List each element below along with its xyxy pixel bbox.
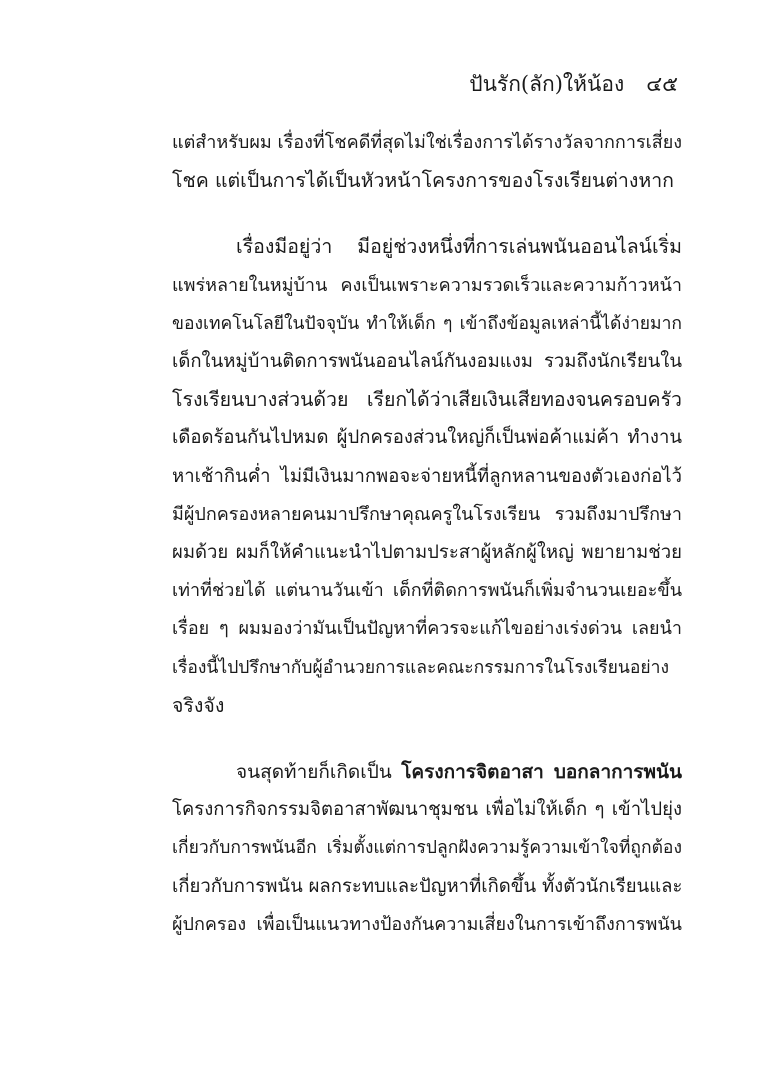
- text-line: เด็กในหมู่บ้านติดการพนันออนไลน์กันงอมแงม รวมถึงนักเรียนใน: [172, 351, 682, 373]
- text-line: โรงเรียนบางส่วนด้วย เรียกได้ว่าเสียเงินเสียทองจนครอบครัว: [172, 388, 682, 412]
- text-line: ผู้ปกครอง เพื่อเป็นแนวทางป้องกันความเสี่ยงในการเข้าถึงการพนัน: [172, 913, 682, 935]
- body-text: [172, 124, 682, 944]
- text-line: เดือดร้อนกันไปหมด ผู้ปกครองส่วนใหญ่ก็เป็นพ่อค้าแม่ค้า ทำงาน: [172, 427, 682, 449]
- project-name: โครงการจิตอาสา บอกลาการพนัน: [401, 761, 682, 784]
- text-line: หาเช้ากินค่ำ ไม่มีเงินมากพอจะจ่ายหนี้ที่ลูกหลานของตัวเองก่อไว้: [172, 465, 682, 487]
- text-line: มีผู้ปกครองหลายคนมาปรึกษาคุณครูในโรงเรียน รวมถึงมาปรึกษา: [172, 503, 682, 525]
- text-line: เรื่อย ๆ ผมมองว่ามันเป็นปัญหาที่ควรจะแก้ไขอย่างเร่งด่วน เลยนำ: [172, 618, 682, 640]
- text-line: ของเทคโนโลยีในปัจจุบัน ทำให้เด็ก ๆ เข้าถึงข้อมูลเหล่านี้ได้ง่ายมาก: [172, 313, 682, 334]
- text-line: โชค แต่เป็นการได้เป็นหัวหน้าโครงการของโรงเรียนต่างหาก: [172, 169, 674, 193]
- text-line: เกี่ยวกับการพนัน ผลกระทบและปัญหาที่เกิดขึ้น ทั้งตัวนักเรียนและ: [172, 875, 683, 897]
- text-run: จนสุดท้ายก็เกิดเป็น: [236, 761, 402, 784]
- text-line: เรื่องนี้ไปปรึกษากับผู้อำนวยการและคณะกรรมการในโรงเรียนอย่าง: [172, 657, 670, 678]
- text-line: แพร่หลายในหมู่บ้าน คงเป็นเพราะความรวดเร็วและความก้าวหน้า: [172, 274, 682, 296]
- text-line: ผมด้วย ผมก็ให้คำแนะนำไปตามประสาผู้หลักผู้ใหญ่ พยายามช่วย: [172, 542, 682, 564]
- running-header: [469, 68, 678, 101]
- paragraph-gap: [172, 725, 682, 753]
- page-number: ๔๕: [646, 72, 678, 96]
- text-line: เท่าที่ช่วยได้ แต่นานวันเข้า เด็กที่ติดการพนันก็เพิ่มจำนวนเยอะขึ้น: [172, 580, 682, 602]
- text-line: [172, 753, 682, 791]
- text-line: เกี่ยวกับการพนันอีก เริ่มตั้งแต่การปลูกฝังความรู้ความเข้าใจที่ถูกต้อง: [172, 838, 682, 859]
- text-line: เรื่องมีอยู่ว่า มีอยู่ช่วงหนึ่งที่การเล่นพนันออนไลน์เริ่ม: [236, 235, 682, 259]
- paragraph-gap: [172, 200, 682, 228]
- text-line: โครงการกิจกรรมจิตอาสาพัฒนาชุมชน เพื่อไม่ให้เด็ก ๆ เข้าไปยุ่ง: [172, 799, 682, 821]
- text-line: แต่สำหรับผม เรื่องที่โชคดีที่สุดไม่ใช่เรื่องการได้รางวัลจากการเสี่ยง: [172, 132, 683, 153]
- chapter-title: ปันรัก(ลัก)ให้น้อง: [469, 72, 625, 96]
- text-line: จริงจัง: [172, 693, 225, 717]
